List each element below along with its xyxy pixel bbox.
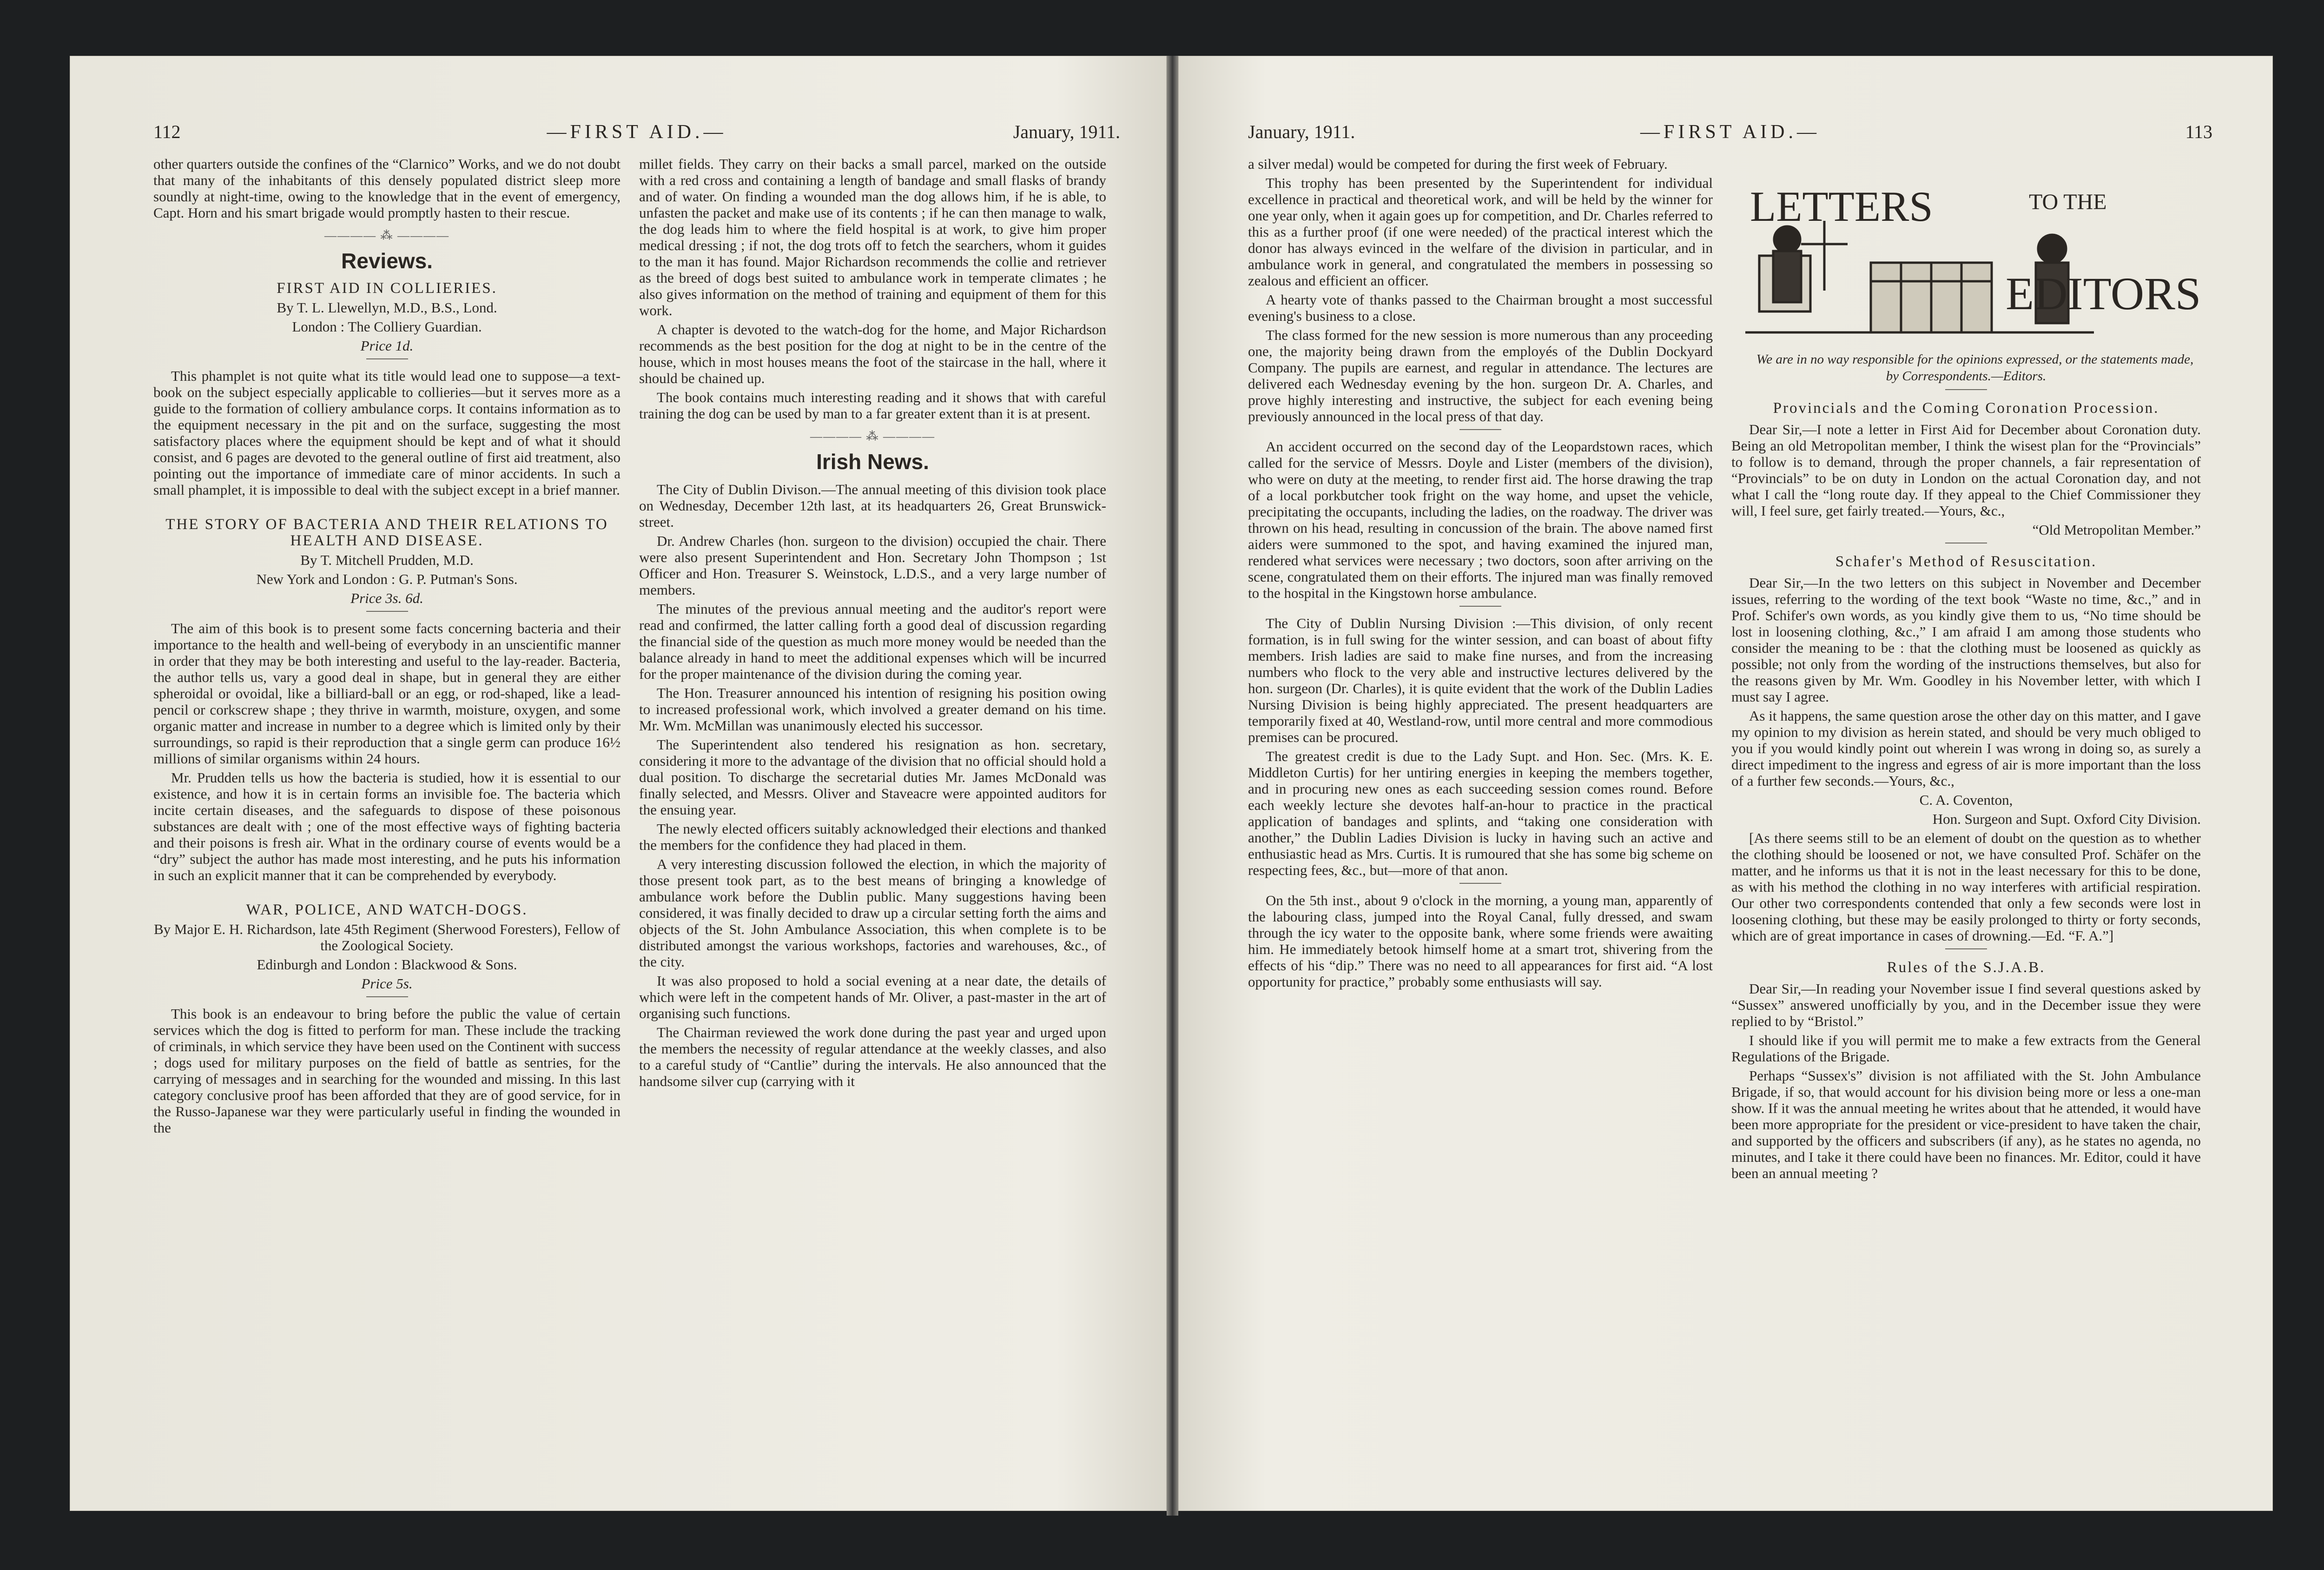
review-author: By T. L. Llewellyn, M.D., B.S., Lond. xyxy=(277,299,497,316)
left-page-header xyxy=(153,121,1120,153)
paragraph: A very interesting discussion followed the election, in which the majority of those present took part, as to the best means of bringing a knowledge of ambulance work before the Dublin public. Many suggestions having been considered, it was finally decided to draw up a circular setting forth the aims and objects of the St. John Ambulance Association, this when complete is to be distributed amongst the various workshops, factories and warehouses, &c., of the city. xyxy=(639,856,1106,970)
divider xyxy=(1459,429,1501,430)
review-body: Mr. Prudden tells us how the bacteria is studied, how it is essential to our existence, and how it is in certain forms an invisible foe. The bacteria which incite certain diseases, and the safeguards to dispose of these poisonous substances are dealt with ; one of the most effective ways of fighting bacteria and their poisons is fresh air. What in the ordinary course of events would be a “dry” subject the author has made most interesting, and he puts his information in such an explicit manner that it can be comprehended by everybody. xyxy=(153,769,621,883)
paragraph: The Hon. Treasurer announced his intention of resigning his position owing to increased professional work, which involved a greater demand on his time. Mr. Wm. McMillan was unanimously elected his successor. xyxy=(639,685,1106,734)
binding-gutter xyxy=(1167,56,1178,1516)
right-column-1 xyxy=(1248,156,1713,993)
letter-heading: Schafer's Method of Resuscitation. xyxy=(1835,553,2097,570)
review-title: FIRST AID IN COLLIERIES. xyxy=(277,280,497,297)
letter-body: As it happens, the same question arose the other day on this matter, and I gave my opinion to my division as herein stated, and should be very much obliged to you if you would kindly point out wherein I was wrong in doing so, as surely a direct impediment to the ingress and egress of air is more important than the loss of a further few seconds.—Yours, &c., xyxy=(1731,708,2201,789)
letter-body: I should like if you will permit me to make a few extracts from the General Regulations of the Brigade. xyxy=(1731,1032,2201,1065)
divider xyxy=(1459,606,1501,607)
review-price: Price 3s. 6d. xyxy=(350,590,423,606)
figure-icon xyxy=(1774,226,1800,252)
review-body: The aim of this book is to present some facts concerning bacteria and their importance to the health and well-being of everybody in an unscientific manner in order that they may be both interesting and useful to the lay-reader. Bacteria, the author tells us, vary a good deal in shape, but in general they are either spheroidal or ovoidal, like a billiard-ball or an egg, or rod-shaped, like a lead-pencil or corkscrew shape ; they thrive in warmth, moisture, oxygen, and some organic matter and increase in number to a degree which is limited only by their surroundings, so rapid is their reproduction that a single germ can produce 16½ millions of similar organisms within 24 hours. xyxy=(153,620,621,767)
issue-date: January, 1911. xyxy=(1013,121,1120,142)
ornament-divider: ———— ⁂ ———— xyxy=(810,430,935,443)
letter-body: Perhaps “Sussex's” division is not affiliated with the St. John Ambulance Brigade, if so, that would account for his division being more or less a one-man show. If it was the annual meeting he writes about that he attended, it would have been more appropriate for the president or vice-president to have taken the chair, and supported by the officers and subscribers (if any), as he states no agenda, no minutes, and I take it there could have been no finances. Mr. Editor, could it have been an annual meeting ? xyxy=(1731,1067,2201,1181)
review-price: Price 1d. xyxy=(360,338,414,354)
figure-icon xyxy=(2038,235,2066,263)
review-title: WAR, POLICE, AND WATCH-DOGS. xyxy=(246,901,528,918)
issue-date: January, 1911. xyxy=(1248,121,1355,142)
paragraph: The greatest credit is due to the Lady Supt. and Hon. Sec. (Mrs. K. E. Middleton Curtis) for her untiring energies in keeping the members together, and in procuring new ones as each succeeding session comes round. Before each weekly lecture she devotes half-an-hour to practice in the practical application of bandages and splints, and “taking one consideration with another,” the Dublin Ladies Division is lucky in having such an active and enthusiastic head as Mrs. Curtis. It is rumoured that she has some big scheme on respecting fees, &c., but—more of that anon. xyxy=(1248,748,1713,878)
divider xyxy=(366,996,408,997)
paragraph: millet fields. They carry on their backs a small parcel, marked on the outside with a red cross and containing a length of bandage and small flasks of brandy and of water. On finding a wounded man the dog allows him, if he is able, to unfasten the packet and make use of its contents ; if he can then manage to walk, the dog leads him to where the field hospital is at work, to give him proper medical dressing ; if not, the dog trots off to fetch the searchers, whom it guides to the man it has found. Major Richardson recommends the collie and retriever as the breed of dogs best suited to ambulance work in temperate climates ; he also gives information on the method of training and equipment of them for this work. xyxy=(639,156,1106,318)
paragraph: a silver medal) would be competed for during the first week of February. xyxy=(1248,156,1668,172)
review-publisher: Edinburgh and London : Blackwood & Sons. xyxy=(257,956,517,973)
letters-to-editors-logo xyxy=(1731,165,2201,351)
paragraph: A hearty vote of thanks passed to the Chairman brought a most successful evening's business to a close. xyxy=(1248,291,1713,324)
review-body: This book is an endeavour to bring before the public the value of certain services which the dog is fitted to perform for man. These include the tracking of criminals, in which service they have been used on the Continent with success ; dogs used for military purposes on the field of battle as sentries, for the carrying of messages and in searching for the wounded and missing. In this last category conclusive proof has been afforded that they are of good service, for in the Russo-Japanese war they were particularly useful in finding the wounded in the xyxy=(153,1006,621,1136)
disclaimer-note: We are in no way responsible for the opinions expressed, or the statements made, by Correspondents.—Editors. xyxy=(1756,352,2194,384)
letter-signature: C. A. Coventon, xyxy=(1919,792,2013,808)
page-number: 112 xyxy=(153,121,181,142)
left-page xyxy=(70,56,1167,1511)
clarnico-paragraph: other quarters outside the confines of the “Clarnico” Works, and we do not doubt that many of the inhabitants of this densely populated district sleep more soundly at night-time, owing to the knowledge that in the event of emergency, Capt. Horn and his smart brigade would promptly hasten to their rescue. xyxy=(153,156,621,221)
letter-heading: Provincials and the Coming Coronation Procession. xyxy=(1773,400,2159,417)
paragraph: This trophy has been presented by the Superintendent for individual excellence in practical and theoretical work, and will be held by the winner for one year only, when it again goes up for competition, and Dr. Charles referred to this as a further proof (if one were needed) of the practical interest which the donor has always evinced in the welfare of the division in particular, and in ambulance work in general, and congratulated the members in possessing so zealous and efficient an officer. xyxy=(1248,175,1713,289)
left-column-1 xyxy=(153,156,621,1139)
review-author: By T. Mitchell Prudden, M.D. xyxy=(300,552,474,568)
letter-signature-role: Hon. Surgeon and Supt. Oxford City Division. xyxy=(1932,811,2201,827)
running-title: —FIRST AID.— xyxy=(547,121,727,143)
letter-heading: Rules of the S.J.A.B. xyxy=(1887,959,2046,976)
review-publisher: London : The Colliery Guardian. xyxy=(292,318,482,335)
reviews-heading: Reviews. xyxy=(341,249,433,273)
right-page xyxy=(1178,56,2273,1511)
letter-body: Dear Sir,—I note a letter in First Aid for December about Coronation duty. Being an old Metropolitan member, I think the wisest plan for the “Provincials” to follow is to demand, through the proper channels, a fair representation of “Provincials” to be on duty in London on the actual Coronation day, and not what I call the “long route day. If they appeal to the Chief Commissioner they will, I feel sure, get fairly treated.—Yours, &c., xyxy=(1731,421,2201,519)
paragraph: The newly elected officers suitably acknowledged their elections and thanked the members for the confidence they had placed in them. xyxy=(639,821,1106,853)
review-publisher: New York and London : G. P. Putman's Sons. xyxy=(256,571,518,587)
running-title: —FIRST AID.— xyxy=(1640,121,1820,143)
paragraph: The minutes of the previous annual meeting and the auditor's report were read and confirmed, the latter calling forth a good deal of discussion regarding the financial side of the question as much more money would be needed than the balance already in hand to meet the additional expenses which will be incurred for the proper maintenance of the division during the coming year. xyxy=(639,601,1106,682)
page-number: 113 xyxy=(2185,121,2212,142)
letter-body: Dear Sir,—In the two letters on this subject in November and December issues, referring to the wording of the text book “Waste no time, &c.,” and in Prof. Schifer's own words, as you kindly give them to us, “No time should be lost in loosening clothing, &c.,” I am afraid I am among those students who consider the meaning to be : that the clothing must be loosened as quickly as possible; not only from the wording of the instructions themselves, but also for the reasons given by Mr. Wm. Goodley in his November letter, with which I must say I agree. xyxy=(1731,575,2201,705)
logo-letters: LETTERS xyxy=(1750,183,1933,230)
paragraph: The class formed for the new session is more numerous than any proceeding one, the majority being drawn from the employés of the Dublin Dockyard Company. The pupils are earnest, and regular in attendance. The lectures are delivered each Wednesday evening by the hon. surgeon Dr. A. Charles, and prove highly interesting and instructive, the subject for each evening being previously announced in the local press of that day. xyxy=(1248,327,1713,424)
irish-news-heading: Irish News. xyxy=(816,450,929,474)
letter-body: Dear Sir,—In reading your November issue I find several questions asked by “Sussex” answered unofficially by you, and in the December issue they were replied to by “Bristol.” xyxy=(1731,980,2201,1029)
right-column-2 xyxy=(1731,165,2201,1184)
paragraph: An accident occurred on the second day of the Leopardstown races, which called for the service of Messrs. Doyle and Lister (members of the division), who were on duty at the meeting, to render first aid. The horse drawing the trap of a local porkbutcher took fright on the way home, and upset the vehicle, precipitating the occupants, including the ladies, on the roadway. The driver was thrown on his head, resulting in concussion of the brain. The above named first aiders were summoned to the spot, and having examined the injured man, rendered what services were necessary ; two doctors, soon after arriving on the scene, congratulated them on their efforts. The injured man was finally removed to the hospital in the Kingstown horse ambulance. xyxy=(1248,438,1713,601)
paragraph: A chapter is devoted to the watch-dog for the home, and Major Richardson recommends as the best position for the dog at night to be in the centre of the house, which in most houses means the foot of the staircase in the hall, where it should be chained up. xyxy=(639,321,1106,386)
paragraph: It was also proposed to hold a social evening at a near date, the details of which were left in the competent hands of Mr. Oliver, a past-master in the art of organising such functions. xyxy=(639,973,1106,1021)
divider xyxy=(366,358,408,359)
divider xyxy=(1459,883,1501,884)
ornament-divider: ———— ⁂ ———— xyxy=(324,229,449,242)
review-price: Price 5s. xyxy=(361,975,413,992)
letters-illustration xyxy=(1731,165,2201,360)
paragraph: The Superintendent also tendered his resignation as hon. secretary, considering it more to the advantage of the division that no official should hold a dual position. To discharge the secretarial duties Mr. James McDonald was finally selected, and Messrs. Oliver and Staveacre were appointed auditors for the ensuing year. xyxy=(639,736,1106,818)
divider xyxy=(366,611,408,612)
divider xyxy=(1945,389,1987,390)
right-page-header xyxy=(1248,121,2212,153)
paragraph: The City of Dublin Nursing Division :—This division, of only recent formation, is in full swing for the winter session, and can boast of about fifty members. Irish ladies are said to make fine nurses, and from the increasing numbers who flock to the very able and instructive lectures delivered by the hon. surgeon (Dr. Charles), it is quite evident that the work of the Dublin Ladies Nursing Division is being highly appreciated. The present headquarters are temporarily fixed at 40, Westland-row, until more central and more commodious premises can be procured. xyxy=(1248,615,1713,745)
left-column-2 xyxy=(639,156,1106,1092)
review-author: By Major E. H. Richardson, late 45th Regiment (Sherwood Foresters), Fellow of the Zoological Society. xyxy=(153,921,621,954)
logo-editors: EDITORS xyxy=(2006,268,2201,319)
paragraph: On the 5th inst., about 9 o'clock in the morning, a young man, apparently of the labouring class, jumped into the Royal Canal, fully dressed, and swam through the icy water to the opposite bank, where some friends were awaiting him. He immediately betook himself home at a smart trot, shivering from the effects of his “dip.” There was no need to all appearances for first aid. “A lost opportunity for practice,” probably some enthusiasts will say. xyxy=(1248,892,1713,990)
editor-note: [As there seems still to be an element of doubt on the question as to whether the clothing should be loosened or not, we have consulted Prof. Schäfer on the matter, and he informs us that it is not in the least necessary for this to be done, as with his method the clothing in no way interferes with artificial respiration. Our other two correspondents contended that only a few seconds were lost in loosening clothing, but these may be easily prolonged to thirty or forty seconds, which are of great importance in cases of drowning.—Ed. “F. A.”] xyxy=(1731,830,2201,944)
divider xyxy=(1945,948,1987,949)
review-body: This phamplet is not quite what its title would lead one to suppose—a text-book on the subject especially applicable to collieries—but it serves more as a guide to the formation of colliery ambulance corps. It contains information as to the equipment necessary in the pit and on the surface, suggesting the most satisfactory places where the equipment should be kept and of what it should consist, and 6 pages are devoted to the general outline of first aid treatment, also pointing out the importance of immediate care of minor accidents. In such a small phamplet, it is impossible to deal with the subject except in a brief manner. xyxy=(153,368,621,498)
paragraph: Dr. Andrew Charles (hon. surgeon to the division) occupied the chair. There were also present Superintendent and Hon. Secretary John Thompson ; 1st Officer and Hon. Treasurer S. Weinstock, L.D.S., and a very large number of members. xyxy=(639,533,1106,598)
magazine-spread xyxy=(70,56,2273,1520)
figure-body-icon xyxy=(1773,251,1801,302)
paragraph: The Chairman reviewed the work done during the past year and urged upon the members the necessity of regular attendance at the weekly classes, and also to a careful study of “Cantlie” during the intervals. He also announced that the handsome silver cup (carrying with it xyxy=(639,1024,1106,1089)
review-title: THE STORY OF BACTERIA AND THEIR RELATIONS TO HEALTH AND DISEASE. xyxy=(165,516,608,549)
paragraph: The book contains much interesting reading and it shows that with careful training the dog can be used by man to a far greater extent than it is at present. xyxy=(639,389,1106,422)
paragraph: The City of Dublin Divison.—The annual meeting of this division took place on Wednesday, December 12th last, at its headquarters 26, Great Brunswick-street. xyxy=(639,481,1106,530)
letter-signature: “Old Metropolitan Member.” xyxy=(2032,522,2201,538)
logo-to-the: TO THE xyxy=(2029,190,2107,214)
